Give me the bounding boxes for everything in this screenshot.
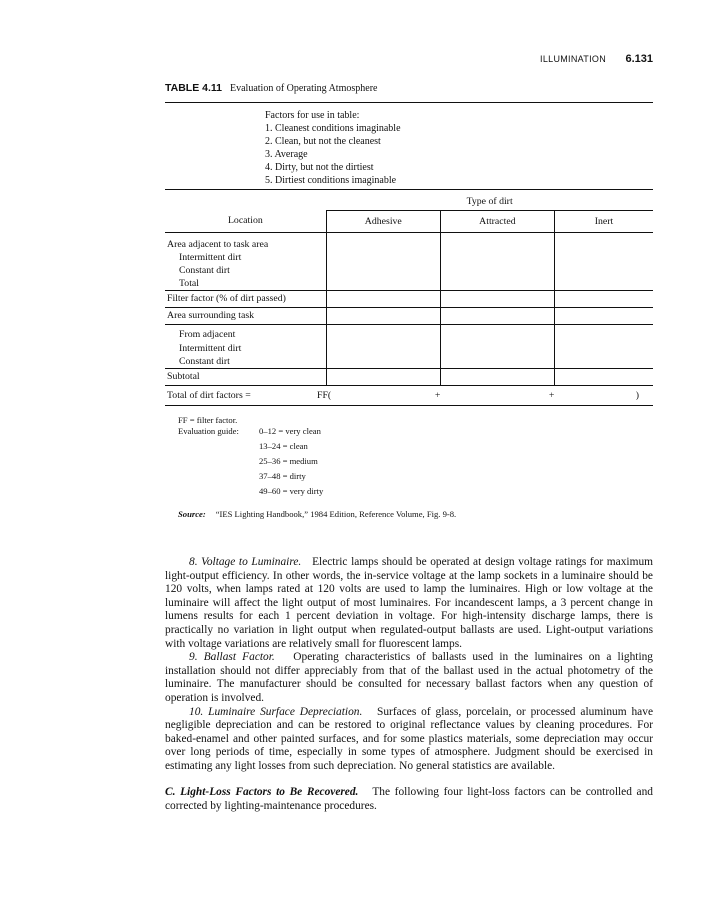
guide-item: 25–36 = medium (259, 456, 318, 466)
table-notes (178, 415, 239, 437)
paragraph-heading: 10. Luminaire Surface Depreciation. (189, 705, 363, 718)
factor-item: 1. Cleanest conditions imaginable (265, 123, 401, 134)
section-heading: C. Light-Loss Factors to Be Recovered. (165, 786, 359, 798)
row-label: Subtotal (165, 369, 326, 386)
factors-heading: Factors for use in table: (265, 110, 360, 121)
body-text (165, 556, 653, 774)
source-text: “IES Lighting Handbook,” 1984 Edition, Reference Volume, Fig. 9-8. (215, 509, 457, 519)
paragraph-text: The following four light-loss factors can be controlled and corrected by lighting-maintenance procedures. (165, 786, 653, 812)
guide-item: 37–48 = dirty (259, 471, 306, 481)
factor-item: 3. Average (265, 149, 308, 160)
source-label: Source: (178, 509, 206, 519)
type-of-dirt-header: Type of dirt (326, 192, 653, 210)
table-row (165, 308, 653, 325)
running-header (165, 53, 653, 67)
col-adhesive: Adhesive (326, 210, 440, 232)
paragraph (165, 786, 653, 813)
table-row (165, 232, 653, 291)
paragraph (165, 706, 653, 774)
table-row (165, 192, 653, 210)
paragraph-text: Surfaces of glass, porcelain, or processed aluminum have negligible depreciation and can be restored to original reflectance values by cleaning procedures. For baked-enamel and other painted surfaces, and for some plastics materials, some depreciation may occur over long periods of time, especially in some types of atmosphere. Judgment should be exercised in estimating any light losses from such depreciation. No general statistics are available. (165, 705, 653, 772)
row-label: Total (179, 278, 199, 290)
dirt-evaluation-table (165, 192, 653, 406)
col-location: Location (165, 210, 326, 232)
table-top-rule (165, 102, 653, 103)
table-source (178, 509, 456, 519)
guide-item: 49–60 = very dirty (259, 486, 324, 496)
header-section-title: ILLUMINATION (540, 54, 606, 64)
row-label: From adjacent (179, 329, 236, 341)
row-label: Constant dirt (179, 264, 230, 276)
table-row (165, 369, 653, 386)
col-attracted: Attracted (440, 210, 554, 232)
row-label: Total of dirt factors = (167, 390, 251, 402)
page-number: 6.131 (625, 53, 653, 65)
row-label: Intermittent dirt (179, 342, 242, 354)
row-label: Constant dirt (179, 355, 230, 367)
paragraph-text: Operating characteristics of ballasts used in the luminaires on a lighting installation should not differ appreciably from that of the ballast used in the actual photometry of the luminaire. The manufacturer should be consulted for necessary ballast factors when any question of operation is involved. (165, 651, 653, 704)
close-paren: ) (635, 390, 639, 402)
paragraph-text: Electric lamps should be operated at design voltage ratings for maximum light-output efficiency. In other words, the in-service voltage at the lamp sockets in a luminaire should be 120 volts, when lamps rated at 120 volts are used to lamp the luminaires. High or low voltage at the luminaire will affect the light output of most luminaires. For incandescent lamps, a 3 percent change in lumens results for each 1 percent deviation in voltage. For high-intensity discharge lamps, there is practically no variation in light output when regulated-output ballasts are used. Light-output variations with voltage variations are relatively small for fluorescent lamps. (165, 556, 653, 650)
table-row (165, 291, 653, 308)
row-label: Filter factor (% of dirt passed) (165, 291, 326, 308)
table-header-row (165, 210, 653, 232)
factors-list (265, 109, 401, 187)
col-inert: Inert (554, 210, 653, 232)
paragraph-heading: 8. Voltage to Luminaire. (189, 556, 302, 568)
row-label: Area adjacent to task area (167, 238, 269, 250)
plus-sign: + (434, 390, 441, 402)
table-title: Evaluation of Operating Atmosphere (230, 83, 378, 94)
table-row (165, 325, 653, 369)
ff-note: FF = filter factor. (178, 415, 238, 425)
ff-open: FF( (317, 390, 332, 402)
paragraph (165, 556, 653, 651)
factor-item: 4. Dirty, but not the dirtiest (265, 162, 374, 173)
section-c (165, 786, 653, 813)
factors-bottom-rule (165, 189, 653, 190)
guide-item: 13–24 = clean (259, 441, 308, 451)
factor-item: 2. Clean, but not the cleanest (265, 136, 381, 147)
paragraph-heading: 9. Ballast Factor. (189, 651, 275, 664)
guide-item: 0–12 = very clean (259, 426, 321, 436)
table-number: TABLE 4.11 (165, 82, 222, 94)
guide-label: Evaluation guide: (178, 426, 239, 436)
table-caption (165, 82, 377, 94)
row-label: Area surrounding task (165, 308, 326, 325)
row-label: Intermittent dirt (179, 251, 242, 263)
plus-sign: + (548, 390, 555, 402)
factor-item: 5. Dirtiest conditions imaginable (265, 175, 397, 186)
table-row (165, 386, 653, 406)
paragraph (165, 651, 653, 705)
